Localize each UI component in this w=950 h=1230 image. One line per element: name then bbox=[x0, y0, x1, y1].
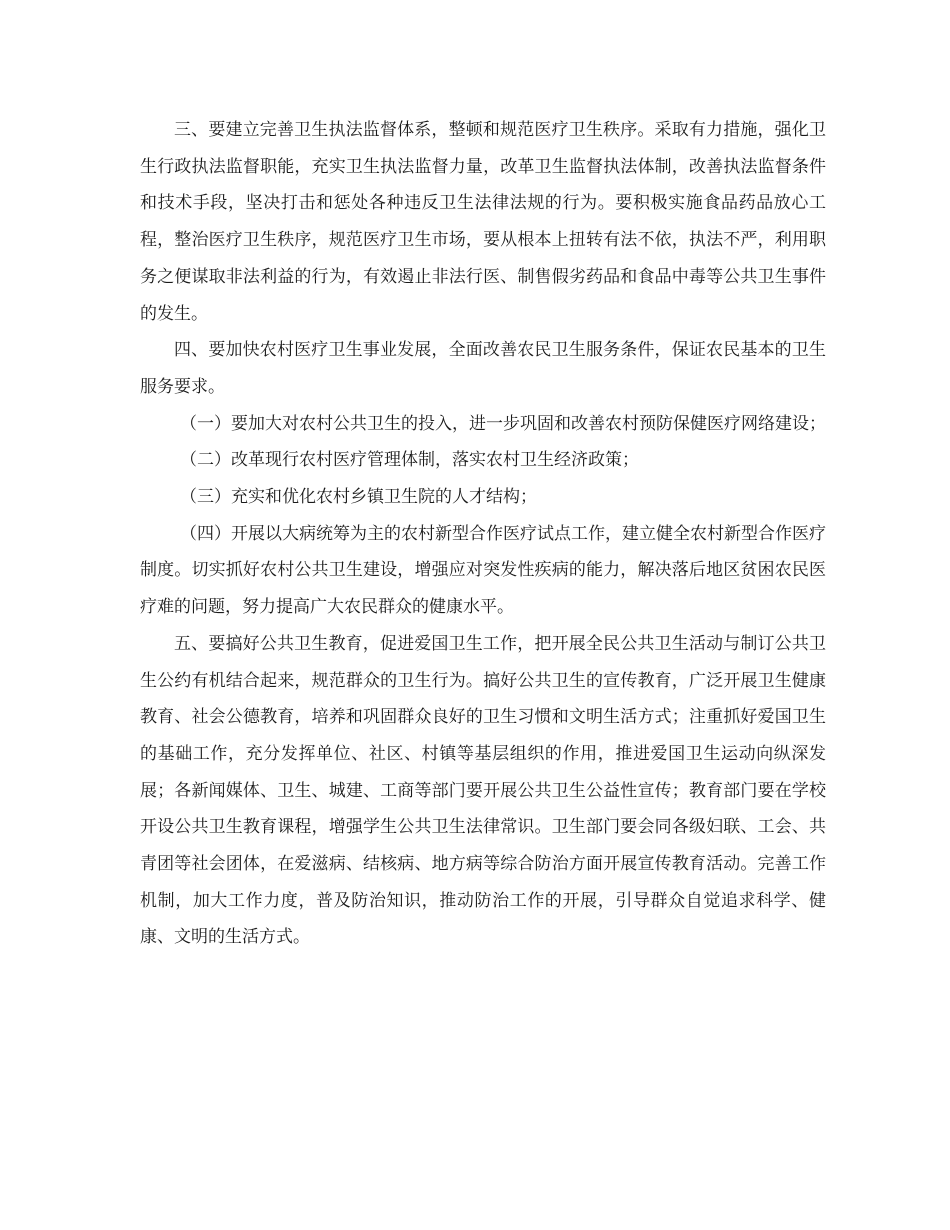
paragraph-item-4: （四）开展以大病统筹为主的农村新型合作医疗试点工作，建立健全农村新型合作医疗制度。切实抓好农村公共卫生建设，增强应对突发性疾病的能力，解决落后地区贫困农民医疗难的问题，努力提高广大农民群众的健康水平。 bbox=[140, 523, 826, 618]
paragraph-section-5: 五、要搞好公共卫生教育，促进爱国卫生工作，把开展全民公共卫生活动与制订公共卫生公约有机结合起来，规范群众的卫生行为。搞好公共卫生的宣传教育，广泛开展卫生健康教育、社会公德教育，培养和巩固群众良好的卫生习惯和文明生活方式；注重抓好爱国卫生的基础工作，充分发挥单位、社区、村镇等基层组织的作用，推进爱国卫生运动向纵深发展；各新闻媒体、卫生、城建、工商等部门要开展公共卫生公益性宣传；教育部门要在学校开设公共卫生教育课程，增强学生公共卫生法律常识。卫生部门要会同各级妇联、工会、共青团等社会团体，在爱滋病、结核病、地方病等综合防治方面开展宣传教育活动。完善工作机制，加大工作力度，普及防治知识，推动防治工作的开展，引导群众自觉追求科学、健康、文明的生活方式。 bbox=[140, 633, 826, 948]
paragraph-item-2: （二）改革现行农村医疗管理体制，落实农村卫生经济政策； bbox=[180, 450, 639, 471]
paragraph-section-4: 四、要加快农村医疗卫生事业发展，全面改善农民卫生服务条件，保证农民基本的卫生服务要求。 bbox=[140, 340, 826, 397]
paragraph-section-3: 三、要建立完善卫生执法监督体系，整顿和规范医疗卫生秩序。采取有力措施，强化卫生行政执法监督职能，充实卫生执法监督力量，改革卫生监督执法体制，改善执法监督条件和技术手段，坚决打击和惩处各种违反卫生法律法规的行为。要积极实施食品药品放心工程，整治医疗卫生秩序，规范医疗卫生市场，要从根本上扭转有法不依，执法不严，利用职务之便谋取非法利益的行为，有效遏止非法行医、制售假劣药品和食品中毒等公共卫生事件的发生。 bbox=[140, 120, 826, 324]
document-body bbox=[140, 112, 826, 956]
paragraph-item-1: （一）要加大对农村公共卫生的投入，进一步巩固和改善农村预防保健医疗网络建设； bbox=[180, 413, 826, 434]
paragraph-item-3: （三）充实和优化农村乡镇卫生院的人才结构； bbox=[180, 487, 537, 508]
